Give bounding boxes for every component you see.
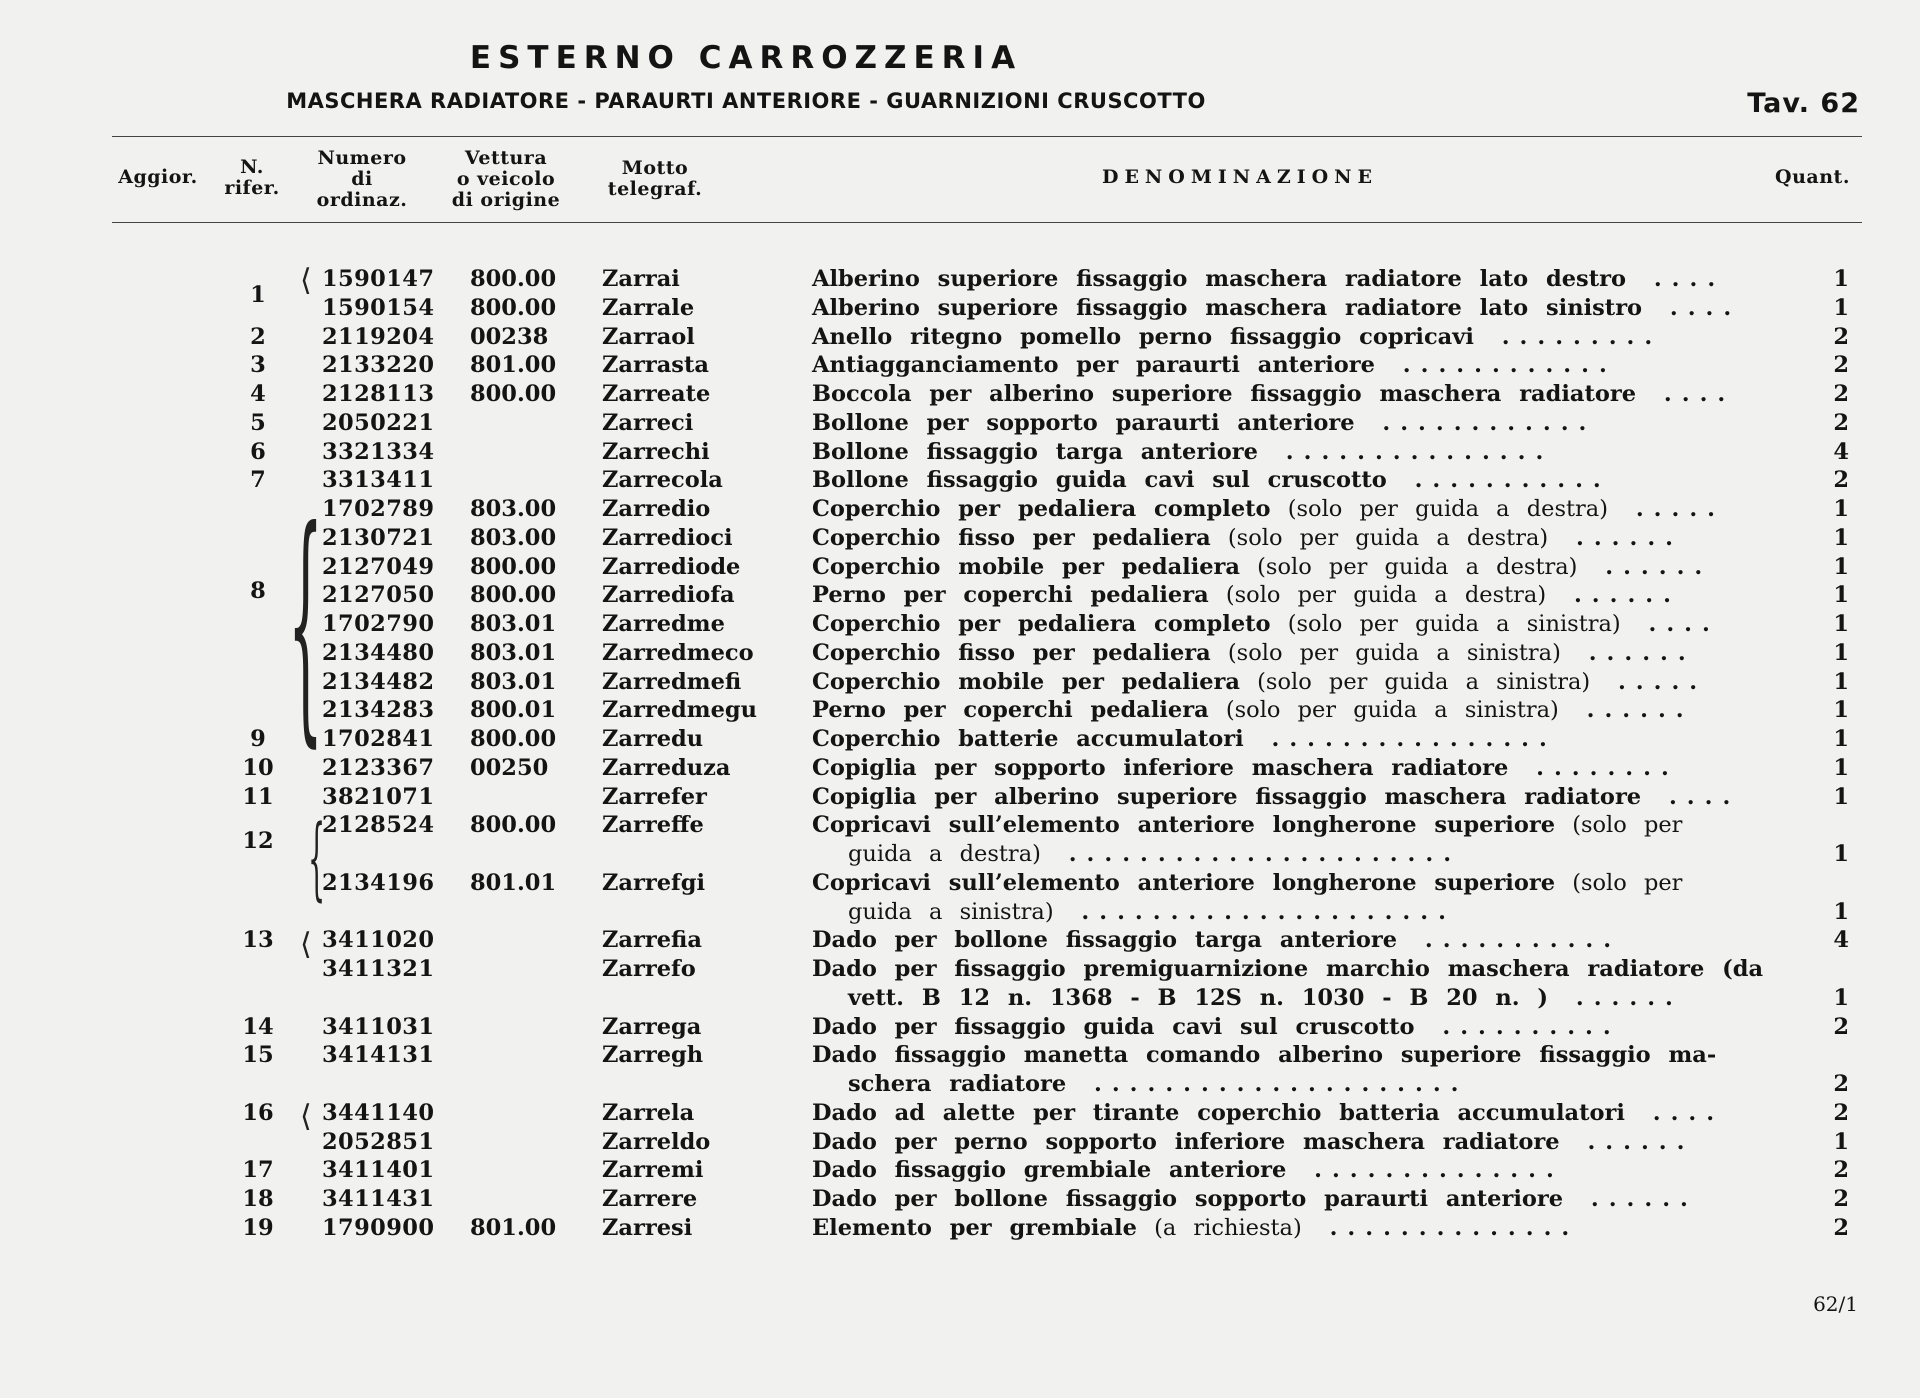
leader-dots: ...... — [1548, 524, 1684, 551]
row-description-name: Dado per fissaggio premiguarnizione marchio maschera radiatore (da — [812, 956, 1764, 982]
row-description-name: Coperchio mobile per pedaliera — [812, 553, 1240, 580]
row-description-name: Copricavi sull’elemento anteriore longherone superiore — [812, 812, 1556, 839]
row-description-name: Boccola per alberino superiore fissaggio maschera radiatore — [812, 381, 1637, 407]
row-part-number: 2128524 — [322, 812, 435, 839]
row-part-number: 2130721 — [322, 524, 435, 551]
row-description-name: vett. B 12 n. 1368 - B 12S n. 1030 - B 20 n. ) — [848, 984, 1549, 1011]
row-description — [812, 495, 1772, 523]
row-description — [812, 294, 1772, 322]
row-description — [812, 1156, 1772, 1184]
row-description-note: (solo per guida a destra) — [1287, 496, 1608, 522]
row-telegraph-code: Zarrere — [602, 1186, 698, 1212]
row-part-number: 2133220 — [322, 352, 435, 379]
row-part-number: 3411020 — [322, 927, 435, 954]
row-description — [812, 1185, 1772, 1213]
leader-dots: .... — [1641, 783, 1741, 810]
group-brace-ref-1: ⟨ — [300, 263, 312, 298]
row-description-note: (solo per guida a destra) — [1257, 553, 1578, 580]
row-part-number: 2127050 — [322, 582, 435, 609]
leader-dots: .... — [1636, 381, 1736, 407]
row-description-name: Alberino superiore fissaggio maschera radiatore lato destro — [812, 266, 1626, 292]
row-vehicle-origin: 801.00 — [470, 352, 557, 379]
row-ref-number: 11 — [242, 783, 274, 810]
row-part-number: 3441140 — [322, 1099, 435, 1126]
row-description-name: schera radiatore — [848, 1071, 1067, 1097]
leader-dots: ........... — [1397, 927, 1622, 954]
row-description-name: Dado ad alette per tirante coperchio batteria accumulatori — [812, 1099, 1625, 1126]
row-description — [812, 1041, 1772, 1069]
row-quantity: 2 — [1833, 1071, 1849, 1097]
row-description-note: (solo per — [1572, 812, 1683, 839]
row-quantity: 1 — [1833, 754, 1849, 781]
row-telegraph-code: Zarredmefi — [602, 668, 742, 695]
row-quantity: 1 — [1833, 726, 1849, 752]
row-telegraph-code: Zarrefer — [602, 783, 707, 810]
row-description-name: Dado per fissaggio guida cavi sul cruscotto — [812, 1013, 1415, 1040]
row-ref-number: 10 — [242, 754, 274, 781]
row-part-number: 3411401 — [322, 1157, 435, 1184]
row-vehicle-origin: 800.01 — [470, 697, 557, 724]
row-vehicle-origin: 803.01 — [470, 668, 557, 695]
leader-dots: ............ — [1354, 409, 1597, 436]
row-vehicle-origin: 803.00 — [470, 496, 557, 522]
col-header-numero: Numero di ordinaz. — [316, 147, 408, 211]
row-quantity: 1 — [1833, 668, 1849, 695]
row-description-name: guida a destra) — [848, 841, 1041, 867]
row-part-number: 3313411 — [322, 467, 435, 494]
page-subtitle: MASCHERA RADIATORE - PARAURTI ANTERIORE - GUARNIZIONI CRUSCOTTO — [286, 89, 1206, 113]
row-part-number: 1590154 — [322, 294, 435, 321]
row-description-name: Bollone fissaggio guida cavi sul cruscotto — [812, 467, 1387, 494]
col-header-motto: Motto telegraf. — [607, 157, 703, 200]
row-part-number: 2127049 — [322, 553, 435, 580]
row-description — [812, 409, 1772, 437]
group-brace-ref-12: { — [308, 806, 326, 911]
row-quantity: 2 — [1833, 1099, 1849, 1126]
row-description — [812, 553, 1772, 581]
row-description-name: Bollone per sopporto paraurti anteriore — [812, 409, 1355, 436]
row-description-name: Bollone fissaggio targa anteriore — [812, 438, 1258, 465]
row-quantity: 2 — [1833, 381, 1849, 407]
row-telegraph-code: Zarreldo — [602, 1128, 711, 1155]
row-description-note: (solo per guida a sinistra) — [1257, 668, 1591, 695]
row-quantity: 1 — [1833, 1128, 1849, 1155]
row-quantity: 2 — [1833, 467, 1849, 494]
row-vehicle-origin: 803.00 — [470, 524, 557, 551]
row-part-number: 3411031 — [322, 1013, 435, 1040]
row-vehicle-origin: 800.00 — [470, 381, 557, 407]
row-telegraph-code: Zarresi — [602, 1214, 693, 1241]
row-part-number: 1590147 — [322, 266, 435, 292]
row-quantity: 2 — [1833, 409, 1849, 436]
row-description — [848, 984, 1808, 1012]
row-part-number: 2134480 — [322, 639, 435, 666]
row-description-name: Copiglia per alberino superiore fissaggio maschera radiatore — [812, 783, 1642, 810]
row-quantity: 1 — [1833, 984, 1849, 1011]
row-quantity: 1 — [1833, 898, 1849, 925]
row-description-name: Dado fissaggio grembiale anteriore — [812, 1157, 1287, 1184]
row-telegraph-code: Zarreate — [602, 381, 711, 407]
table-reference: Tav. 62 — [1747, 88, 1860, 119]
row-ref-number: 13 — [242, 927, 274, 954]
row-vehicle-origin: 803.01 — [470, 639, 557, 666]
leader-dots: ................ — [1243, 726, 1557, 752]
row-part-number: 3411321 — [322, 956, 435, 982]
row-quantity: 2 — [1833, 352, 1849, 379]
row-quantity: 1 — [1833, 639, 1849, 666]
row-telegraph-code: Zarrale — [602, 294, 695, 321]
row-ref-number: 14 — [242, 1013, 274, 1040]
row-ref-number: 9 — [250, 726, 266, 752]
row-part-number: 2119204 — [322, 323, 435, 350]
row-quantity: 4 — [1833, 927, 1849, 954]
row-description — [812, 955, 1772, 983]
row-description-name: guida a sinistra) — [848, 898, 1054, 925]
row-description-name: Coperchio fisso per pedaliera — [812, 639, 1211, 666]
leader-dots: .............. — [1286, 1157, 1564, 1184]
row-description — [812, 438, 1772, 466]
leader-dots: .... — [1642, 294, 1742, 321]
row-description-name: Dado per perno sopporto inferiore maschera radiatore — [812, 1128, 1560, 1155]
row-vehicle-origin: 00250 — [470, 754, 549, 781]
row-description — [848, 840, 1808, 868]
row-ref-number: 7 — [250, 467, 266, 494]
leader-dots: ..... — [1607, 496, 1725, 522]
row-quantity: 2 — [1833, 1186, 1849, 1212]
row-quantity: 2 — [1833, 1013, 1849, 1040]
row-part-number: 3321334 — [322, 438, 435, 465]
leader-dots: ...... — [1548, 984, 1683, 1011]
row-description-name: Coperchio per pedaliera completo — [812, 611, 1271, 637]
row-ref-number: 16 — [242, 1099, 274, 1126]
row-telegraph-code: Zarraol — [602, 323, 695, 350]
row-part-number: 3821071 — [322, 783, 435, 810]
row-description — [812, 524, 1772, 552]
row-description-name: Coperchio mobile per pedaliera — [812, 668, 1240, 695]
row-description — [812, 926, 1772, 954]
leader-dots: .... — [1620, 611, 1720, 637]
row-telegraph-code: Zarrediofa — [602, 582, 735, 609]
row-telegraph-code: Zarrechi — [602, 438, 710, 465]
row-telegraph-code: Zarrefo — [602, 956, 696, 982]
leader-dots: ...... — [1558, 697, 1694, 724]
row-quantity: 1 — [1833, 266, 1849, 292]
row-description — [812, 1013, 1772, 1041]
row-vehicle-origin: 800.00 — [470, 294, 557, 321]
row-description — [812, 783, 1772, 811]
leader-dots: ......... — [1473, 323, 1663, 350]
leader-dots: ...... — [1577, 553, 1713, 580]
row-telegraph-code: Zarregh — [602, 1042, 704, 1069]
row-telegraph-code: Zarredmeco — [602, 639, 754, 666]
row-part-number: 2128113 — [322, 381, 435, 407]
row-quantity: 1 — [1833, 841, 1849, 867]
row-description-note: (a richiesta) — [1154, 1214, 1302, 1241]
row-vehicle-origin: 800.00 — [470, 812, 557, 839]
col-header-rifer: N. rifer. — [224, 156, 280, 199]
row-part-number: 1790900 — [322, 1214, 435, 1241]
leader-dots: ..... — [1590, 668, 1708, 695]
row-description — [812, 380, 1772, 408]
row-description-name: Copiglia per sopporto inferiore maschera radiatore — [812, 754, 1509, 781]
row-part-number: 1702789 — [322, 496, 435, 522]
row-description-name: Coperchio per pedaliera completo — [812, 496, 1271, 522]
row-vehicle-origin: 800.00 — [470, 582, 557, 609]
row-vehicle-origin: 803.01 — [470, 611, 557, 637]
group-brace-ref-8: { — [288, 477, 323, 768]
row-quantity: 1 — [1833, 697, 1849, 724]
row-description-note: (solo per — [1572, 869, 1683, 896]
row-quantity: 1 — [1833, 553, 1849, 580]
row-quantity: 2 — [1833, 1214, 1849, 1241]
leader-dots: .... — [1624, 1099, 1725, 1126]
row-part-number: 3414131 — [322, 1042, 435, 1069]
row-telegraph-code: Zarreduza — [602, 754, 731, 781]
row-telegraph-code: Zarredu — [602, 726, 704, 752]
leader-dots: ..................... — [1053, 898, 1456, 925]
row-description — [812, 869, 1772, 897]
row-description — [812, 1214, 1772, 1242]
row-description — [812, 754, 1772, 782]
row-ref-number: 1 — [250, 281, 266, 308]
row-part-number: 2134482 — [322, 668, 435, 695]
row-ref-number: 17 — [242, 1157, 274, 1184]
row-quantity: 1 — [1833, 496, 1849, 522]
row-vehicle-origin: 801.01 — [470, 869, 557, 896]
leader-dots: ...... — [1563, 1186, 1698, 1212]
row-ref-number: 19 — [242, 1214, 274, 1241]
row-part-number: 3411431 — [322, 1186, 435, 1212]
row-vehicle-origin: 800.00 — [470, 553, 557, 580]
row-description-note: (solo per guida a destra) — [1227, 524, 1549, 551]
row-quantity: 1 — [1833, 611, 1849, 637]
row-telegraph-code: Zarredioci — [602, 524, 733, 551]
row-telegraph-code: Zarredmegu — [602, 697, 757, 724]
row-ref-number: 3 — [250, 352, 266, 379]
col-header-vettura: Vettura o veicolo di origine — [451, 147, 561, 211]
row-telegraph-code: Zarrediode — [602, 553, 741, 580]
row-description-name: Antiagganciamento per paraurti anteriore — [812, 352, 1375, 379]
row-ref-number: 8 — [250, 577, 266, 604]
leader-dots: .......... — [1414, 1013, 1621, 1040]
row-description-name: Copricavi sull’elemento anteriore longherone superiore — [812, 869, 1556, 896]
row-description — [812, 323, 1772, 351]
row-description — [812, 581, 1772, 609]
row-description — [848, 1070, 1808, 1098]
row-quantity: 1 — [1833, 294, 1849, 321]
row-description-name: Elemento per grembiale — [812, 1214, 1137, 1241]
row-quantity: 2 — [1833, 1157, 1849, 1184]
leader-dots: ........... — [1386, 467, 1611, 494]
row-description — [812, 639, 1772, 667]
row-ref-number: 15 — [242, 1042, 274, 1069]
row-telegraph-code: Zarrasta — [602, 352, 709, 379]
row-telegraph-code: Zarrefia — [602, 927, 702, 954]
row-description-name: Dado per bollone fissaggio targa anteriore — [812, 927, 1398, 954]
row-ref-number: 18 — [242, 1186, 274, 1212]
group-brace-ref-16: ⟨ — [300, 1099, 312, 1134]
group-brace-ref-13: ⟨ — [300, 927, 312, 962]
row-part-number: 2134283 — [322, 697, 435, 724]
leader-dots: ...... — [1560, 639, 1696, 666]
row-quantity: 4 — [1833, 438, 1849, 465]
row-vehicle-origin: 800.00 — [470, 726, 557, 752]
row-ref-number: 4 — [250, 381, 266, 407]
row-description-name: Perno per coperchi pedaliera — [812, 697, 1209, 724]
leader-dots: ............ — [1374, 352, 1617, 379]
col-header-aggior: Aggior. — [118, 166, 198, 188]
row-description — [848, 898, 1808, 926]
row-telegraph-code: Zarremi — [602, 1157, 704, 1184]
row-ref-number: 2 — [250, 323, 266, 350]
row-quantity: 1 — [1833, 582, 1849, 609]
row-telegraph-code: Zarrega — [602, 1013, 702, 1040]
row-description — [812, 1099, 1772, 1127]
row-part-number: 2052851 — [322, 1128, 435, 1155]
row-description-name: Anello ritegno pomello perno fissaggio copricavi — [812, 323, 1474, 350]
row-description — [812, 351, 1772, 379]
row-description-note: (solo per guida a sinistra) — [1227, 639, 1561, 666]
row-ref-number: 12 — [242, 828, 274, 855]
row-vehicle-origin: 00238 — [470, 323, 549, 350]
row-part-number: 2050221 — [322, 409, 435, 436]
row-description — [812, 811, 1772, 839]
row-description-note: (solo per guida a sinistra) — [1287, 611, 1621, 637]
row-telegraph-code: Zarrefgi — [602, 869, 705, 896]
row-description — [812, 610, 1772, 638]
leader-dots: .............. — [1301, 1214, 1580, 1241]
row-ref-number: 5 — [250, 409, 266, 436]
row-description-name: Coperchio fisso per pedaliera — [812, 524, 1211, 551]
row-description-note: (solo per guida a sinistra) — [1225, 697, 1559, 724]
row-vehicle-origin: 801.00 — [470, 1214, 557, 1241]
row-telegraph-code: Zarrela — [602, 1099, 695, 1126]
row-telegraph-code: Zarrecola — [602, 467, 723, 494]
row-part-number: 1702841 — [322, 726, 435, 752]
row-quantity: 2 — [1833, 323, 1849, 350]
row-telegraph-code: Zarreffe — [602, 812, 704, 839]
row-description — [812, 1128, 1772, 1156]
row-description — [812, 725, 1772, 753]
page-number: 62/1 — [1813, 1292, 1858, 1316]
row-description — [812, 696, 1772, 724]
leader-dots: ............... — [1257, 438, 1554, 465]
leader-dots: ...... — [1546, 582, 1681, 609]
col-header-denominazione: DENOMINAZIONE — [1101, 166, 1379, 188]
row-description-name: Alberino superiore fissaggio maschera radiatore lato sinistro — [812, 294, 1643, 321]
row-quantity: 1 — [1833, 783, 1849, 810]
row-description — [812, 265, 1772, 293]
leader-dots: ........ — [1508, 754, 1679, 781]
col-header-quant: Quant. — [1775, 166, 1850, 188]
leader-dots: ...................... — [1040, 841, 1462, 867]
row-description-name: Perno per coperchi pedaliera — [812, 582, 1209, 609]
row-ref-number: 6 — [250, 438, 266, 465]
row-description-name: Coperchio batterie accumulatori — [812, 726, 1244, 752]
row-description-name: Dado per bollone fissaggio sopporto paraurti anteriore — [812, 1186, 1564, 1212]
row-part-number: 2134196 — [322, 869, 435, 896]
row-part-number: 1702790 — [322, 611, 435, 637]
row-quantity: 1 — [1833, 524, 1849, 551]
row-description-note: (solo per guida a destra) — [1225, 582, 1547, 609]
header-top-rule — [112, 136, 1862, 137]
row-description — [812, 466, 1772, 494]
leader-dots: .... — [1625, 266, 1726, 292]
header-bottom-rule — [112, 222, 1862, 223]
row-description-name: Dado fissaggio manetta comando alberino superiore fissaggio ma- — [812, 1042, 1717, 1069]
row-part-number: 2123367 — [322, 754, 435, 781]
row-telegraph-code: Zarreci — [602, 409, 694, 436]
leader-dots: ..................... — [1066, 1071, 1469, 1097]
page-title: ESTERNO CARROZZERIA — [469, 40, 1023, 76]
leader-dots: ...... — [1559, 1128, 1695, 1155]
row-vehicle-origin: 800.00 — [470, 266, 557, 292]
row-telegraph-code: Zarredme — [602, 611, 725, 637]
row-telegraph-code: Zarrai — [602, 266, 680, 292]
row-description — [812, 668, 1772, 696]
row-telegraph-code: Zarredio — [602, 496, 711, 522]
